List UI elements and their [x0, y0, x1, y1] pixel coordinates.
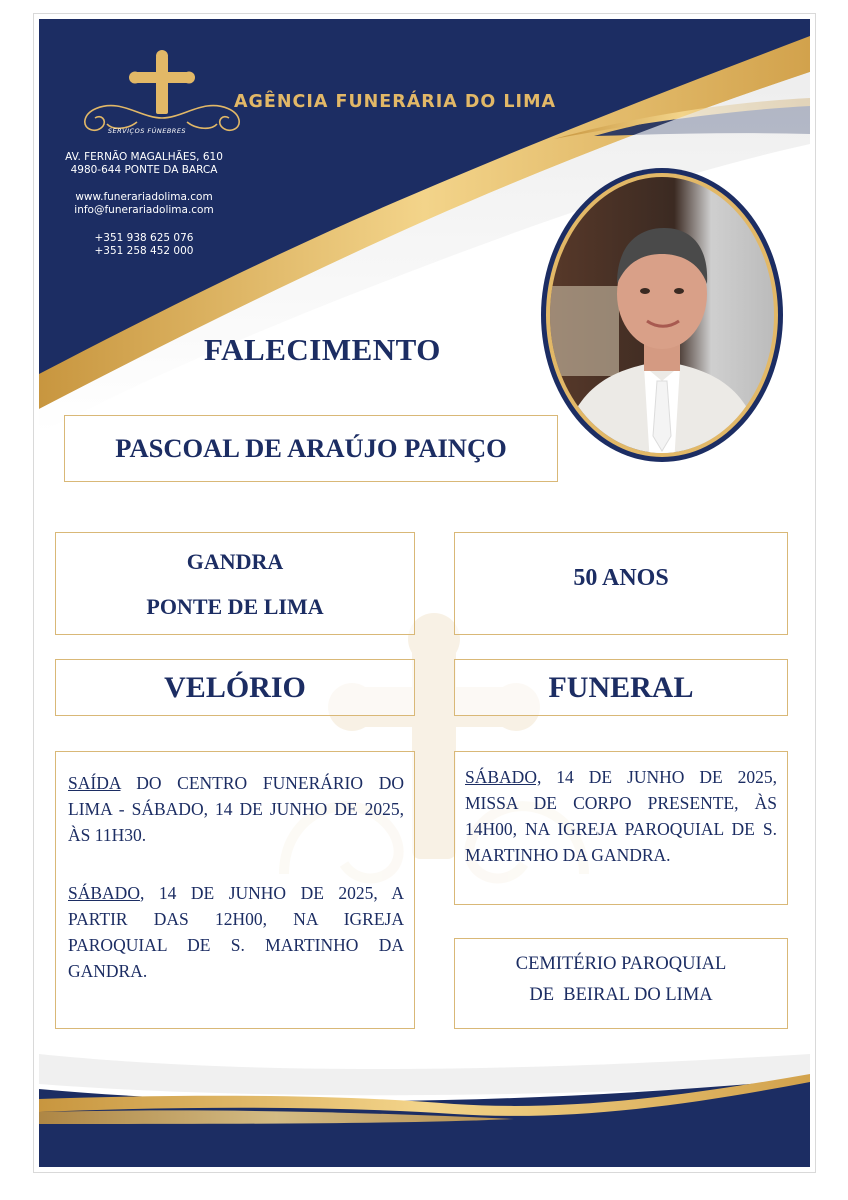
- velorio-title-box: [55, 659, 415, 716]
- velorio-departure: [68, 770, 404, 848]
- phone-1[interactable]: +351 938 625 076: [94, 232, 194, 244]
- funeral-title: FUNERAL: [548, 671, 694, 704]
- location-line-2: PONTE DE LIMA: [146, 594, 324, 619]
- logo-subtitle: SERVIÇOS FÚNEBRES: [107, 127, 187, 135]
- funeral-title-box: [454, 659, 788, 716]
- address-line-2: 4980-644 PONTE DA BARCA: [70, 164, 218, 176]
- funeral-mass-text: 14 DE JUNHO DE 2025, MISSA DE CORPO PRESENTE, ÀS 14H00, NA IGREJA PAROQUIAL DE S. MARTINHO DA GANDRA.: [465, 767, 777, 865]
- velorio-departure-text: DO CENTRO FUNERÁRIO DO LIMA - SÁBADO, 14 DE JUNHO DE 2025, ÀS 11H30.: [68, 773, 404, 845]
- agency-phones: [54, 232, 234, 258]
- address-line-1: AV. FERNÃO MAGALHÃES, 610: [65, 151, 223, 163]
- phone-2[interactable]: +351 258 452 000: [94, 245, 194, 257]
- cemetery-line-1: CEMITÉRIO PAROQUIAL: [515, 954, 727, 974]
- deceased-portrait: [539, 166, 785, 464]
- velorio-wake: [68, 880, 404, 984]
- location: [56, 533, 414, 629]
- funeral-mass: [465, 764, 777, 868]
- agency-web: [54, 191, 234, 217]
- location-box: [55, 532, 415, 635]
- funeral-details-box: [454, 751, 788, 905]
- cemetery-box: [454, 938, 788, 1029]
- funeral-mass-lead: SÁBADO,: [465, 767, 542, 787]
- velorio-departure-lead: SAÍDA: [68, 773, 121, 793]
- cemetery-line-2: DE BEIRAL DO LIMA: [529, 985, 713, 1005]
- cross-icon: [129, 50, 195, 114]
- age: 50 ANOS: [573, 565, 669, 591]
- velorio-details-box: [55, 751, 415, 1029]
- velorio-title: VELÓRIO: [164, 671, 306, 704]
- age-box: [454, 532, 788, 635]
- email-link[interactable]: info@funerariadolima.com: [74, 204, 214, 216]
- deceased-name: PASCOAL DE ARAÚJO PAINÇO: [115, 433, 507, 463]
- deceased-name-box: [64, 415, 558, 482]
- obituary-page: [33, 13, 816, 1173]
- velorio-wake-lead: SÁBADO: [68, 883, 140, 903]
- velorio-wake-text: , 14 DE JUNHO DE 2025, A PARTIR DAS 12H00, NA IGREJA PAROQUIAL DE S. MARTINHO DA GANDRA.: [68, 883, 404, 981]
- agency-name: AGÊNCIA FUNERÁRIA DO LIMA: [234, 92, 557, 112]
- location-line-1: GANDRA: [186, 549, 284, 574]
- website-link[interactable]: www.funerariadolima.com: [75, 191, 213, 203]
- cemetery: [455, 939, 787, 1011]
- agency-address: [54, 151, 234, 177]
- notice-heading: FALECIMENTO: [204, 332, 441, 367]
